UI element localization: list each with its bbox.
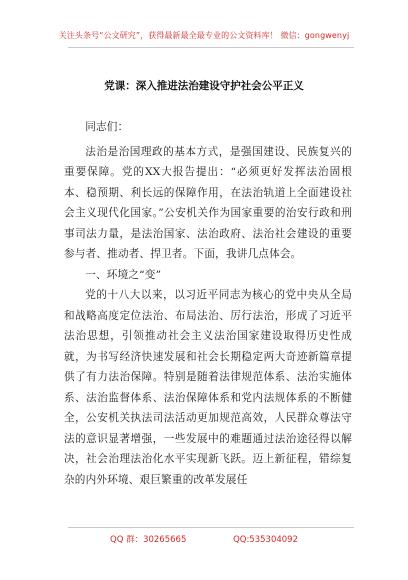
document-title: 党课：深入推进法治建设守护社会公平正义 bbox=[104, 80, 304, 92]
salutation: 同志们： bbox=[85, 121, 129, 133]
paragraph-body: 党的十八大以来，以习近平同志为核心的党中央从全局和战略高度定位法治、布局法治、厉行法治，形成了习近平法治思想，引领推动社会主义法治国家建设取得历史性成就，为书写经济快速发展和社会长期稳定两大奇迹新篇章提供了有力法治保障。特别是随着法律规范体系、法治实施体系、法治监督体系、法治保障体系和党内法规体系的不断健全，公安机关执法司法活动更加规范高效，人民群众尊法守法的意识显著增强，一些发展中的难题通过法治途径得以解决，社会治理法治化水平实现新飞跃。迈上新征程，错综复杂的内外环境、艰巨繁重的改革发展任 bbox=[64, 289, 352, 486]
header-banner: 关注头条号“公文研究”，获得最新最全最专业的公文资料库！ 微信：gongwenyj bbox=[58, 31, 350, 40]
footer-divider bbox=[68, 527, 354, 528]
section-heading: 一、环境之“变” bbox=[85, 268, 162, 281]
footer-qq: QQ:535304092 bbox=[233, 535, 298, 545]
footer-qq-group: QQ 群：30265665 bbox=[110, 535, 187, 545]
header-divider bbox=[68, 47, 354, 48]
document-body bbox=[64, 117, 352, 490]
paragraph-intro: 法治是治国理政的基本方式，是强国建设、民族复兴的重要保障。党的XX大报告提出：“必须更好发挥法治固根本、稳预期、利长远的保障作用，在法治轨道上全面建设社会主义现代化国家。”公安机关作为国家重要的治安行政和刑事司法力量，是法治国家、法治政府、法治社会建设的重要参与者、推动者、捍卫者。下面，我讲几点体会。 bbox=[64, 145, 352, 260]
footer-contacts bbox=[0, 533, 408, 545]
